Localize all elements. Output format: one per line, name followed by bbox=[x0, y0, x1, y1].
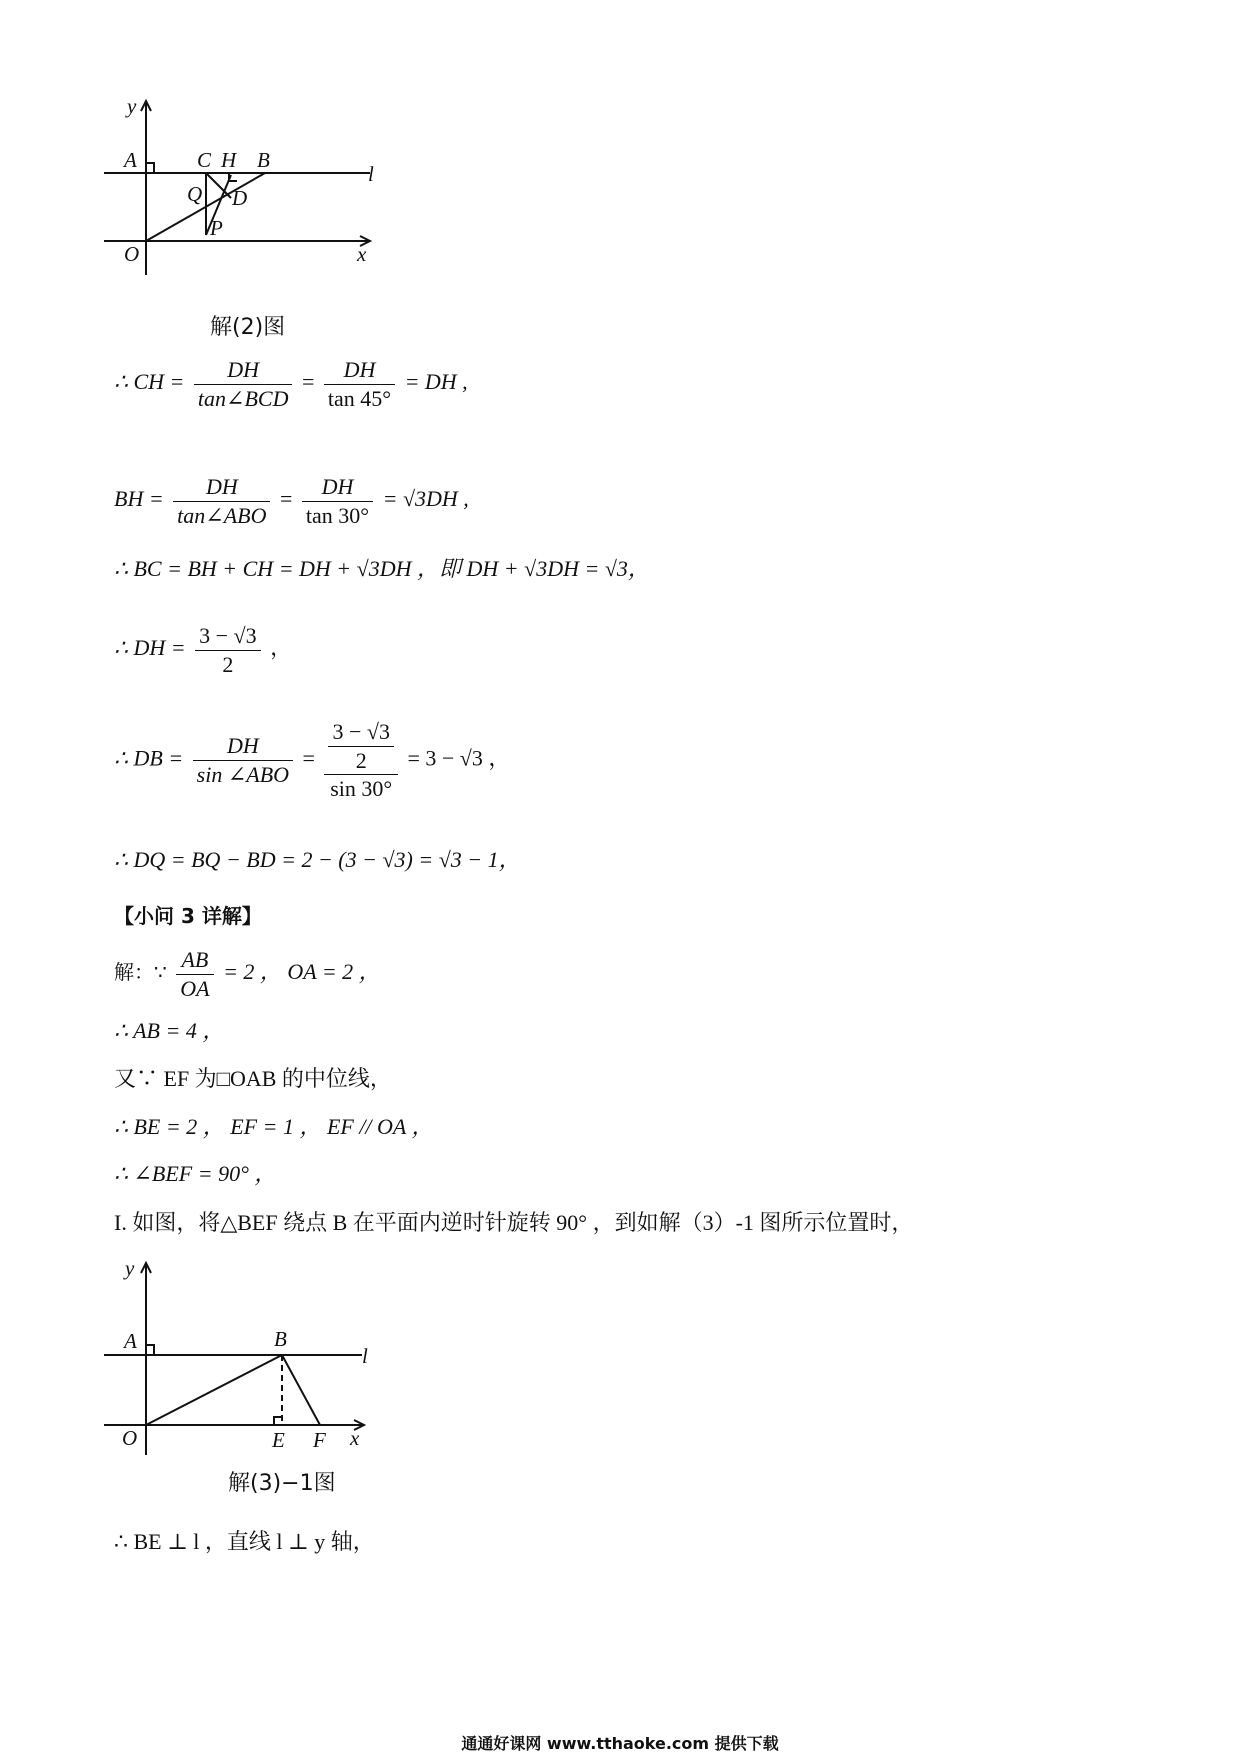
eq-dh-fd: 2 bbox=[222, 651, 234, 677]
fig2-label-l: l bbox=[362, 1344, 368, 1368]
eq-dq: ∴ DQ = BQ − BD = 2 − (3 − √3) = √3 − 1， bbox=[114, 847, 521, 872]
eq-ch-lhs: ∴ CH = bbox=[114, 369, 185, 395]
eq-db-f2nn: 3 − √3 bbox=[328, 718, 393, 747]
fig2-label-O: O bbox=[122, 1426, 138, 1450]
sol-pre: 解：∵ bbox=[114, 960, 167, 985]
figure-3-1-caption: 解(3)−1图 bbox=[228, 1471, 336, 1496]
section3-angle: ∴ ∠BEF = 90° ， bbox=[114, 1161, 277, 1186]
eq-db-lhs: ∴ DB = bbox=[114, 745, 184, 771]
eq-bh bbox=[114, 473, 469, 529]
eq-bh-f1d: tan∠ABO bbox=[177, 502, 267, 528]
eq-bh-lhs: BH = bbox=[114, 486, 164, 512]
eq-db-frac2 bbox=[324, 718, 397, 803]
fig1-label-B: B bbox=[257, 148, 270, 172]
eq-dh-frac bbox=[195, 622, 260, 678]
figure-3-1-diagram bbox=[100, 1255, 440, 1455]
figure-2-diagram bbox=[100, 95, 440, 305]
eq-ch-f1n: DH bbox=[194, 356, 293, 385]
fig1-label-A: A bbox=[124, 148, 137, 172]
fig2-label-x: x bbox=[350, 1426, 360, 1450]
eq-ch-f2n: DH bbox=[324, 356, 395, 385]
eq-ch-f1d: tan∠BCD bbox=[197, 385, 289, 411]
eq-db-f2d: sin 30° bbox=[330, 776, 393, 801]
eq-bh-f2d: tan 30° bbox=[305, 502, 370, 528]
fig1-label-P: P bbox=[210, 216, 223, 240]
eq-db-frac1 bbox=[193, 732, 293, 788]
eq-dh-lhs: ∴ DH = bbox=[114, 635, 186, 661]
eq-db bbox=[114, 718, 510, 803]
section3-case1: I. 如图，将△BEF 绕点 B 在平面内逆时针旋转 90° ，到如解（3）-1 图所示位置时， bbox=[114, 1210, 914, 1235]
fig2-label-F: F bbox=[313, 1428, 326, 1452]
sol-frac bbox=[176, 946, 213, 1002]
figure-2-caption: 解(2)图 bbox=[210, 315, 286, 340]
sol-fn: AB bbox=[176, 946, 213, 975]
eq-db-mid: = bbox=[302, 745, 315, 771]
eq-db-f2-compound bbox=[324, 718, 397, 775]
fig1-label-Q: Q bbox=[187, 182, 203, 206]
eq-dh bbox=[114, 622, 292, 678]
eq-bh-f1n: DH bbox=[173, 473, 270, 502]
section3-ef: 又∵ EF 为□OAB 的中位线， bbox=[114, 1066, 392, 1091]
section3-ab: ∴ AB = 4 ， bbox=[114, 1018, 225, 1043]
eq-ch-frac1 bbox=[194, 356, 293, 412]
fig2-label-B: B bbox=[274, 1327, 287, 1351]
fig2-label-y: y bbox=[125, 1256, 135, 1280]
eq-ch-frac2 bbox=[324, 356, 395, 412]
sol-fd: OA bbox=[180, 975, 210, 1001]
fig1-label-x: x bbox=[357, 242, 367, 266]
fig1-label-O: O bbox=[124, 242, 140, 266]
eq-dh-fn: 3 − √3 bbox=[195, 622, 260, 651]
fig2-label-E: E bbox=[272, 1428, 285, 1452]
eq-bh-frac2 bbox=[302, 473, 373, 529]
eq-db-f1d: sin ∠ABO bbox=[196, 761, 290, 787]
fig1-label-y: y bbox=[127, 95, 137, 118]
sol-post: = 2 ， OA = 2 ， bbox=[223, 959, 381, 985]
eq-bh-rhs: = √3DH , bbox=[382, 486, 469, 512]
eq-ch-mid: = bbox=[301, 369, 315, 395]
fig1-label-H: H bbox=[221, 148, 237, 172]
eq-dh-rhs: ， bbox=[270, 635, 293, 661]
eq-ch-rhs: = DH , bbox=[404, 369, 468, 395]
eq-db-rhs: = 3 − √3 ， bbox=[407, 745, 511, 771]
eq-ch-f2d: tan 45° bbox=[327, 385, 392, 411]
fig2-label-A: A bbox=[124, 1329, 137, 1353]
fig1-label-D: D bbox=[232, 186, 248, 210]
eq-bh-mid: = bbox=[279, 486, 293, 512]
section3-be: ∴ BE = 2 ， EF = 1 ， EF // OA ， bbox=[114, 1114, 434, 1139]
eq-bc: ∴ BC = BH + CH = DH + √3DH ，即 DH + √3DH = √3， bbox=[114, 556, 650, 581]
eq-bh-f2n: DH bbox=[302, 473, 373, 502]
section3-heading: 【小问 3 详解】 bbox=[114, 904, 262, 928]
section3-solution bbox=[114, 946, 381, 1002]
eq-ch bbox=[114, 356, 468, 412]
fig1-label-l: l bbox=[368, 162, 374, 186]
eq-bh-frac1 bbox=[173, 473, 270, 529]
footer: 通通好课网 www.tthaoke.com 提供下载 bbox=[461, 1734, 779, 1753]
fig1-label-C: C bbox=[197, 148, 212, 172]
section3-perp: ∴ BE ⊥ l ，直线 l ⊥ y 轴， bbox=[114, 1529, 375, 1554]
eq-db-f2nd: 2 bbox=[355, 747, 367, 773]
eq-db-f1n: DH bbox=[193, 732, 293, 761]
